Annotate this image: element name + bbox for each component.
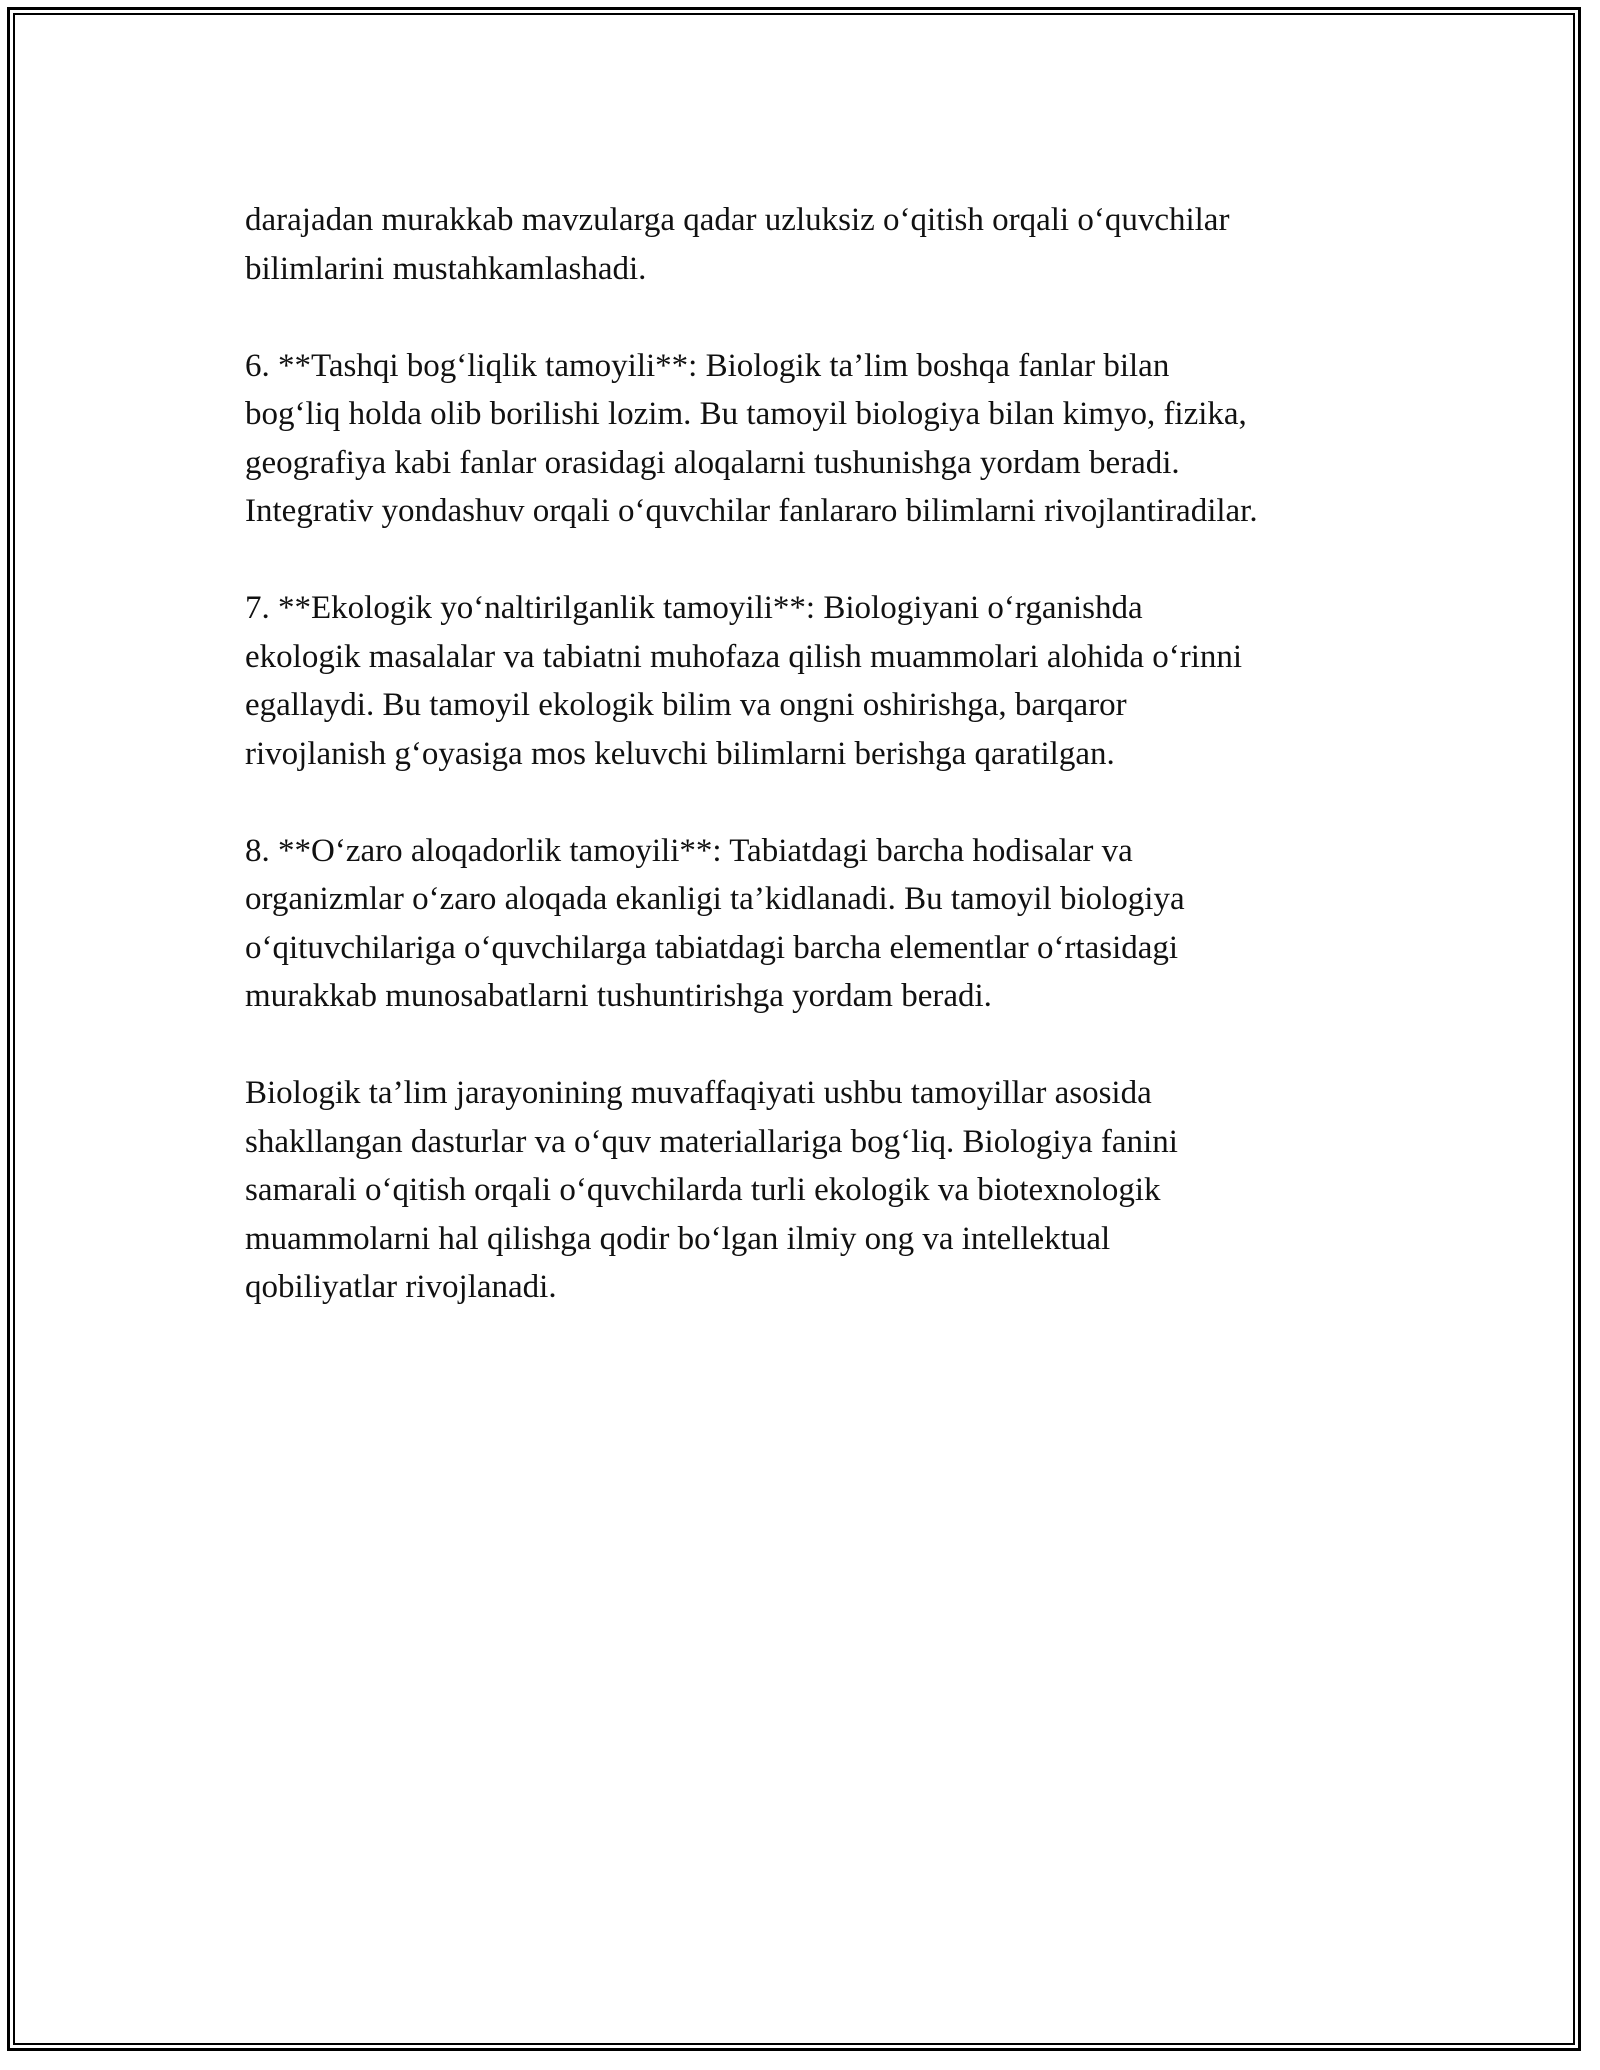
text-line: geografiya kabi fanlar orasidagi aloqalarni tushunishga yordam beradi. xyxy=(245,444,1180,481)
paragraph-conclusion xyxy=(245,1069,1405,1312)
text-line: darajadan murakkab mavzularga qadar uzluksiz o‘qitish orqali o‘quvchilar xyxy=(245,202,1230,238)
text-line: qobiliyatlar rivojlanadi. xyxy=(245,1269,557,1305)
page-frame xyxy=(7,7,1581,2051)
text-line: o‘qituvchilariga o‘quvchilarga tabiatdagi barcha elementlar o‘rtasidagi xyxy=(245,929,1179,966)
text-line: ekologik masalalar va tabiatni muhofaza qilish muammolari alohida o‘rinni xyxy=(245,638,1243,675)
text-line: 8. **O‘zaro aloqadorlik tamoyili**: Tabiatdagi barcha hodisalar va xyxy=(245,832,1133,869)
document-body xyxy=(245,196,1405,1312)
paragraph-continuation xyxy=(245,196,1405,293)
text-line: shakllangan dasturlar va o‘quv materiallariga bog‘liq. Biologiya fanini xyxy=(245,1123,1178,1160)
text-line: samarali o‘qitish orqali o‘quvchilarda turli ekologik va biotexnologik xyxy=(245,1172,1161,1208)
text-line: organizmlar o‘zaro aloqada ekanligi ta’kidlanadi. Bu tamoyil biologiya xyxy=(245,881,1185,917)
text-line: rivojlanish g‘oyasiga mos keluvchi bilimlarni berishga qaratilgan. xyxy=(245,735,1115,772)
paragraph-principle-6 xyxy=(245,342,1405,536)
text-line: egallaydi. Bu tamoyil ekologik bilim va ongni oshirishga, barqaror xyxy=(245,687,1127,723)
paragraph-principle-8 xyxy=(245,827,1405,1021)
text-line: murakkab munosabatlarni tushuntirishga yordam beradi. xyxy=(245,978,992,1014)
text-line: 7. **Ekologik yo‘naltirilganlik tamoyili**: Biologiyani o‘rganishda xyxy=(245,590,1143,626)
text-line: Biologik ta’lim jarayonining muvaffaqiyati ushbu tamoyillar asosida xyxy=(245,1075,1152,1111)
text-line: muammolarni hal qilishga qodir bo‘lgan ilmiy ong va intellektual xyxy=(245,1220,1111,1257)
text-line: bog‘liq holda olib borilishi lozim. Bu tamoyil biologiya bilan kimyo, fizika, xyxy=(245,396,1247,432)
text-line: 6. **Tashqi bog‘liqlik tamoyili**: Biologik ta’lim boshqa fanlar bilan xyxy=(245,347,1170,384)
text-line: Integrativ yondashuv orqali o‘quvchilar fanlararo bilimlarni rivojlantiradilar. xyxy=(245,493,1258,529)
paragraph-principle-7 xyxy=(245,584,1405,778)
text-line: bilimlarini mustahkamlashadi. xyxy=(245,250,647,287)
